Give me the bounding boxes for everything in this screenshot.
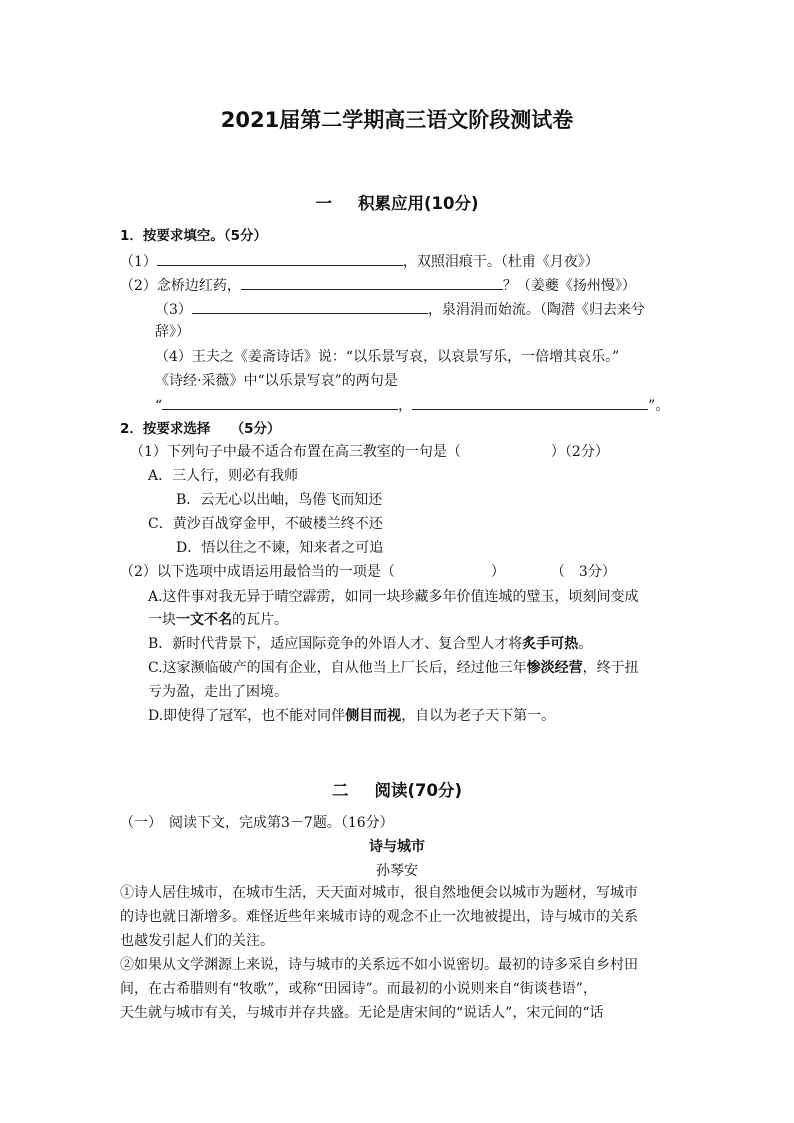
- section-heading-1: [0, 190, 794, 214]
- fill-line-2: [120, 275, 636, 296]
- option-b: B．云无心以出岫，鸟倦飞而知还: [176, 492, 383, 508]
- section-heading-2: [0, 777, 794, 801]
- idiom-option-a-line2: [148, 610, 288, 630]
- idiom-option-a-line1: A.这件事对我无异于晴空霹雳，如同一块珍藏多年价值连城的璧玉，顷刻间变成: [148, 589, 639, 605]
- select-question-2-text: （2）以下选项中成语运用最恰当的一项是（: [120, 564, 395, 580]
- idiom: 一文不名: [176, 612, 232, 628]
- idiom: 侧目而视: [345, 708, 402, 724]
- section-number: 一: [315, 194, 332, 213]
- option-a: A．三人行，则必有我师: [148, 468, 299, 484]
- paragraph-1-line: ①诗人居住城市，在城市生活，天天面对城市，很自然地便会以城市为题材，写城市: [120, 885, 638, 901]
- paren-close: ）: [490, 564, 505, 580]
- answer-blank[interactable]: [162, 395, 398, 410]
- paragraph-1-line: 也越发引起人们的关注。: [120, 933, 274, 949]
- fill-line-3: [155, 299, 645, 320]
- fill-line-3-prefix: （3）: [155, 302, 192, 318]
- text: ，自以为老子天下第一。: [401, 708, 556, 724]
- idiom-option-b: [148, 634, 592, 654]
- section-name: 积累应用(10分): [357, 194, 479, 213]
- article-title: 诗与城市: [369, 839, 425, 855]
- quote-open: “: [155, 398, 163, 414]
- fill-line-1-suffix: ，双照泪痕干。（杜甫《月夜》）: [402, 254, 599, 270]
- fill-line-4c: [155, 395, 669, 416]
- answer-blank[interactable]: [241, 275, 503, 290]
- select-question-1-score: ）（2分）: [550, 444, 609, 460]
- comma: ，: [398, 398, 413, 414]
- answer-blank[interactable]: [192, 299, 428, 314]
- idiom: 炙手可热: [522, 636, 579, 652]
- fill-line-4b: 《诗经·采薇》中“以乐景写哀”的两句是: [155, 373, 398, 389]
- idiom-option-d: [148, 706, 555, 726]
- paragraph-2-line: 间，在古希腊则有“牧歌”，或称“田园诗”。而最初的小说则来自“街谈巷语”，: [120, 981, 597, 997]
- quote-close: ”。: [648, 398, 670, 414]
- select-question-1-text: （1）下列句子中最不适合布置在高三教室的一句是（: [130, 444, 461, 460]
- fill-line-2-prefix: （2）念桥边红药，: [120, 278, 241, 294]
- fill-line-1: [120, 251, 599, 272]
- section-name: 阅读(70分): [374, 781, 463, 800]
- select-question-2-score: （ 3分）: [550, 564, 616, 580]
- option-c: C．黄沙百战穿金甲，不破楼兰终不还: [148, 516, 383, 532]
- text: 的瓦片。: [232, 612, 288, 628]
- paragraph-1-line: 的诗也就日渐增多。难怪近些年来城市诗的观念不止一次地被提出，诗与城市的关系: [120, 909, 638, 925]
- paragraph-2-line: ②如果从文学渊源上来说，诗与城市的关系远不如小说密切。最初的诗多采自乡村田: [120, 957, 638, 973]
- fill-line-1-prefix: （1）: [120, 254, 157, 270]
- page-title: 2021届第二学期高三语文阶段测试卷: [220, 108, 574, 132]
- option-d: D．悟以往之不谏，知来者之可追: [176, 540, 384, 556]
- fill-line-3-suffix: ，泉涓涓而始流。（陶潜《归去来兮: [427, 302, 645, 318]
- text: 。: [578, 636, 593, 652]
- question-1-heading: 1．按要求填空。（5分）: [120, 228, 268, 244]
- idiom: 惨淡经营: [526, 660, 583, 676]
- question-2-heading: 2．按要求选择 （5分）: [120, 421, 281, 437]
- select-question-1: [130, 442, 609, 462]
- answer-blank[interactable]: [157, 251, 403, 266]
- section-number: 二: [331, 781, 349, 800]
- select-question-2: [120, 562, 616, 582]
- fill-line-4a: （4）王夫之《姜斋诗话》说：“以乐景写哀，以哀景写乐，一倍增其哀乐。”: [155, 349, 620, 365]
- idiom-option-c-line1: [148, 658, 639, 678]
- fill-line-2-suffix: ？（姜夔《扬州慢》）: [502, 278, 636, 294]
- text: 一块: [148, 612, 176, 628]
- paragraph-2-line: 天生就与城市有关，与城市并存共盛。无论是唐宋间的“说话人”，宋元间的“话: [120, 1005, 604, 1021]
- text: D.即使得了冠军，也不能对同伴: [148, 708, 346, 724]
- text: C.这家濒临破产的国有企业，自从他当上厂长后，经过他三年: [148, 660, 527, 676]
- fill-line-3-cont: 辞》）: [155, 324, 190, 340]
- answer-blank[interactable]: [412, 395, 648, 410]
- text: ，终于扭: [582, 660, 639, 676]
- idiom-option-c-line2: 亏为盈，走出了困境。: [148, 684, 288, 700]
- article-author: 孙琴安: [376, 863, 418, 879]
- text: B．新时代背景下，适应国际竞争的外语人才、复合型人才将: [148, 636, 523, 652]
- reading-intro: （一） 阅读下文，完成第3－7题。（16分）: [120, 815, 394, 831]
